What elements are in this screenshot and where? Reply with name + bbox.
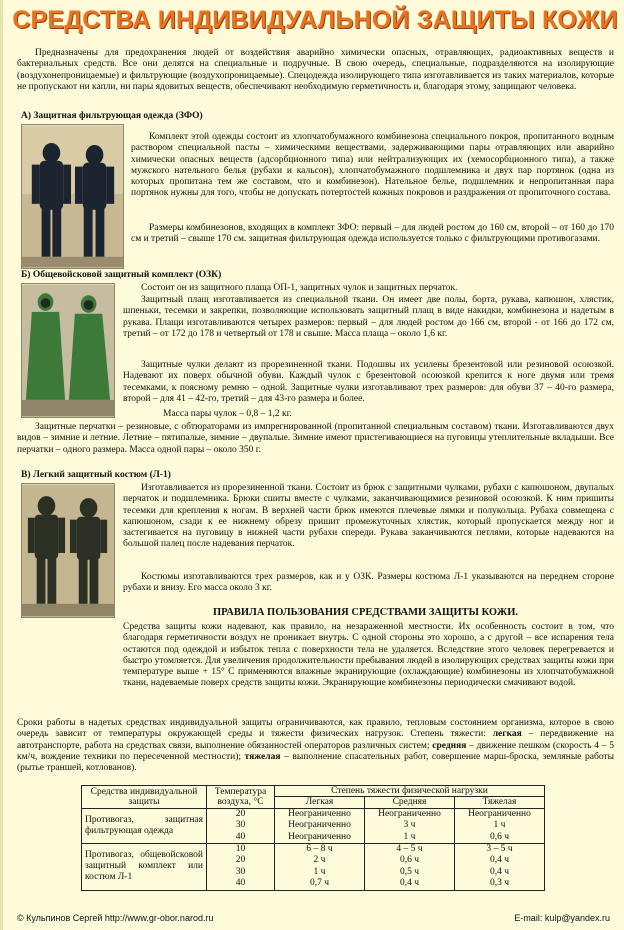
header-heavy: Тяжелая [455, 797, 545, 808]
row2-means: Противогаз, общевойсковой защитный комплект или костюм Л-1 [82, 844, 207, 891]
temp-value: 30 [235, 866, 246, 877]
row2-heavy [455, 844, 545, 891]
heavy-degree-text: – выполнение спасательных работ, совершение марш-броска, земляные работы (рытье траншей, котлованов). [17, 751, 614, 774]
time-value: Неограниченно [288, 820, 351, 831]
temp-value: 20 [235, 808, 246, 819]
header-light: Легкая [275, 797, 365, 808]
row2-medium [365, 844, 455, 891]
row2-light [275, 844, 365, 891]
section-b-paragraph-2: Защитный плащ изготавливается из специальной ткани. Он имеет две полы, борта, рукава, капюшон, хлястик, шпеньки, тесемки и закрепки, позволяющие использовать защитный плащ в виде накидки, комбинезона и надетым в рукава. Плащи изготавливаются четырех размеров: первый – для людей ростом до 166 см, второй - от 166 до 172 см, третий – от 172 до 178 и четвертый от 178 и свыше. Масса плаща – около 1,6 кг. [123, 295, 614, 339]
section-c-paragraph-2: Костюмы изготавливаются трех размеров, как и у ОЗК. Размеры костюма Л-1 указываются на переднем стороне рубахи и внизу. Его масса около 3 кг. [123, 572, 614, 594]
time-value: 0,4 ч [399, 878, 420, 889]
row1-heavy [455, 808, 545, 843]
work-time-table [81, 785, 545, 891]
time-value: Неограниченно [468, 808, 531, 819]
time-value: 0,4 ч [489, 866, 510, 877]
time-value: Неограниченно [288, 831, 351, 842]
section-c-paragraph-1: Изготавливается из прорезиненной ткани. Состоит из брюк с защитными чулками, рубахи с капюшоном, двупалых перчаток и подшлемника. Брюки сшиты вместе с чулками, заканчивающимися резиновой осоюзкой. К ним пришиты тесемки для крепления к ногам. В верхней части брюк имеются плечевые лямки и полукольца. Рубаха совмещена с капюшоном, сзади к ее нижнему обрезу пришит промежуточных хлястик, который пропускается между ног и застегивается на пуговицу в нижней части рубахи спереди. Рукава заканчиваются петлями, которые надеваются на большой палец после надевания перчаток. [123, 483, 614, 550]
time-value: 1 ч [493, 820, 506, 831]
footer-author-link[interactable]: © Кульпинов Сергей http://www.gr-obor.narod.ru [17, 913, 214, 923]
row1-means: Противогаз, защитная фильтрующая одежда [82, 808, 207, 843]
row1-light [275, 808, 365, 843]
temp-value: 20 [235, 855, 246, 866]
section-a-heading: А) Защитная фильтрующая одежда (ЗФО) [21, 111, 203, 121]
section-b-heading: Б) Общевойсковой защитный комплект (ОЗК) [21, 270, 222, 280]
section-a-paragraph-1: Комплект этой одежды состоит из хлопчатобумажного комбинезона специального покроя, пропитанного водным раствором специальной пасты – химическими веществами, задерживающими пары отравляющих или аварийно химически опасных веществ (адсорбционного типа) или нейтрализующих их (хемосорбционного типа), а также мужского нательного белья (рубахи и кальсон), хлопчатобумажного подшлемника и двух пар портянок (одна из которых пропитана тем же составом, что и комбинезон). Нательное белье, подшлемник и непропитанная пара портянок нужны для того, чтобы не допускать потертостей кожных покровов и раздражения от пропиточного состава. [131, 132, 614, 199]
time-value: 0,7 ч [309, 878, 330, 889]
zfo-figures-image [22, 125, 123, 268]
section-b-paragraph-1: Состоит он из защитного плаща ОП-1, защитных чулок и защитных перчаток. [141, 283, 458, 293]
temp-value: 30 [235, 820, 246, 831]
header-temperature: Температура воздуха, °С [207, 786, 275, 809]
zfo-photo [21, 124, 124, 269]
temp-value: 40 [235, 878, 246, 889]
time-value: 1 ч [403, 831, 416, 842]
page-title: СРЕДСТВА ИНДИВИДУАЛЬНОЙ ЗАЩИТЫ КОЖИ [12, 6, 618, 34]
intro-paragraph: Предназначены для предохранения людей от воздействия аварийно химически опасных, отравляющих, радиоактивных веществ и бактериальных средств. Все они делятся на специальные и подручные. В свою очередь, специальные, подразделяются на изолирующие (воздухонепроницаемые) и фильтрующие (воздухопроницаемые). Спецодежда изолирующего типа изготавливается из таких материалов, которые не пропускают ни капли, ни пары ядовитых веществ, обеспечивают необходимую герметичность и, благодаря этому, защищают человека. [17, 48, 614, 92]
l1-figures-image [22, 484, 114, 617]
row1-medium [365, 808, 455, 843]
ozk-figures-image [22, 284, 114, 417]
time-value: 0,6 ч [399, 855, 420, 866]
l1-photo [21, 483, 115, 618]
light-degree-label: легкая [492, 729, 522, 740]
time-value: 2 ч [313, 855, 326, 866]
time-value: Неограниченно [288, 808, 351, 819]
time-value: 6 – 8 ч [306, 844, 333, 855]
footer-email-link[interactable]: E-mail: kulp@yandex.ru [514, 913, 610, 923]
time-value: 0,5 ч [399, 866, 420, 877]
time-value: 0,6 ч [489, 831, 510, 842]
section-b-paragraph-3: Защитные чулки делают из прорезиненной ткани. Подошвы их усилены брезентовой или резиновой осоюзкой. Надевают их поверх обычной обуви. Каждый чулок с брезентовой осоюзкой крепится к ноге двумя или тремя тесемками, к поясному ремню – одной. Защитные чулки изготавливают трех размеров: для обуви 37 – 40-го размера, второй – для 41 – 42-го, третий – для 43-го размера и более. [123, 360, 614, 404]
medium-degree-label: средняя [432, 740, 467, 751]
rules-paragraph-1 [123, 622, 614, 690]
light-degree-text: – передвижение на автотранспорте, работа на средствах связи, выполнение обязанностей операторов различных систем; [17, 729, 614, 751]
header-medium: Средняя [365, 797, 455, 808]
time-value: 4 – 5 ч [396, 844, 423, 855]
header-means: Средства индивидуальной защиты [82, 786, 207, 809]
time-value: 0,3 ч [489, 878, 510, 889]
section-b-paragraph-5: Защитные перчатки – резиновые, с обтюраторами из импрегнированной (пропитанной специальным составом) ткани. Изготавливаются двух видов – зимние и летние. Летние – пятипалые, зимние – двупалые. Зимние имеют пристегивающиеся на пуговицы утеплительные вкладыши. Все перчатки – одного размера. Масса одной пары – около 350 г. [17, 422, 614, 455]
medium-degree-text: – движение пешком (скорость 4 – 5 км/ч, вождение техники по пересеченной местности); [17, 740, 614, 762]
heavy-degree-label: тяжелая [244, 751, 281, 762]
rules-heading: ПРАВИЛА ПОЛЬЗОВАНИЯ СРЕДСТВАМИ ЗАЩИТЫ КОЖИ. [213, 607, 519, 618]
time-value: 3 – 5 ч [486, 844, 513, 855]
row1-temps [207, 808, 275, 843]
rules-paragraph-1-text: Средства защиты кожи надевают, как правило, на незараженной местности. Их особенность состоит в том, что благодаря герметичности воздух не проникает внутрь. С одной стороны это хорошо, а с другой – все испарения тела остаются под одеждой и избыток тепла с поверхности тела не удаляется. Вследствие этого человек перегревается и быстро утомляется. Для увеличения продолжительности пребывания людей в изолирующих средствах защиты кожи при температуре выше + 15° С применяются влажные экранирующие (охлаждающие) комбинезоны из хлопчатобумажной ткани, надеваемые поверх средств защиты кожи. Экранирующие комбинезоны периодически смачивают водой. [123, 622, 614, 689]
section-b-paragraph-4: Масса пары чулок – 0,8 – 1,2 кг. [163, 409, 292, 419]
rules-paragraph-2 [17, 718, 614, 774]
time-value: Неограниченно [378, 808, 441, 819]
header-degree: Степень тяжести физической нагрузки [275, 786, 545, 797]
temp-value: 40 [235, 831, 246, 842]
time-value: 0,4 ч [489, 855, 510, 866]
section-c-heading: В) Легкий защитный костюм (Л-1) [21, 470, 171, 480]
time-value: 3 ч [403, 820, 416, 831]
row2-temps [207, 844, 275, 891]
rules-paragraph-2-start: Сроки работы в надетых средствах индивидуальной защиты ограничиваются, как правило, тепловым состоянием организма, которое в свою очередь зависит от температуры окружающей среды и тяжести физических нагрузок. Степень тяжести: [17, 718, 614, 740]
table-row [82, 844, 545, 891]
table-row [82, 808, 545, 843]
time-value: 1 ч [313, 866, 326, 877]
section-a-paragraph-2: Размеры комбинезонов, входящих в комплект ЗФО: первый – для людей ростом до 160 см, второй – от 160 до 170 см и третий – свыше 170 см. защитная фильтрующая одежда используется только с фильтрующими противогазами. [131, 223, 614, 245]
ozk-photo [21, 283, 115, 418]
temp-value: 10 [235, 844, 246, 855]
